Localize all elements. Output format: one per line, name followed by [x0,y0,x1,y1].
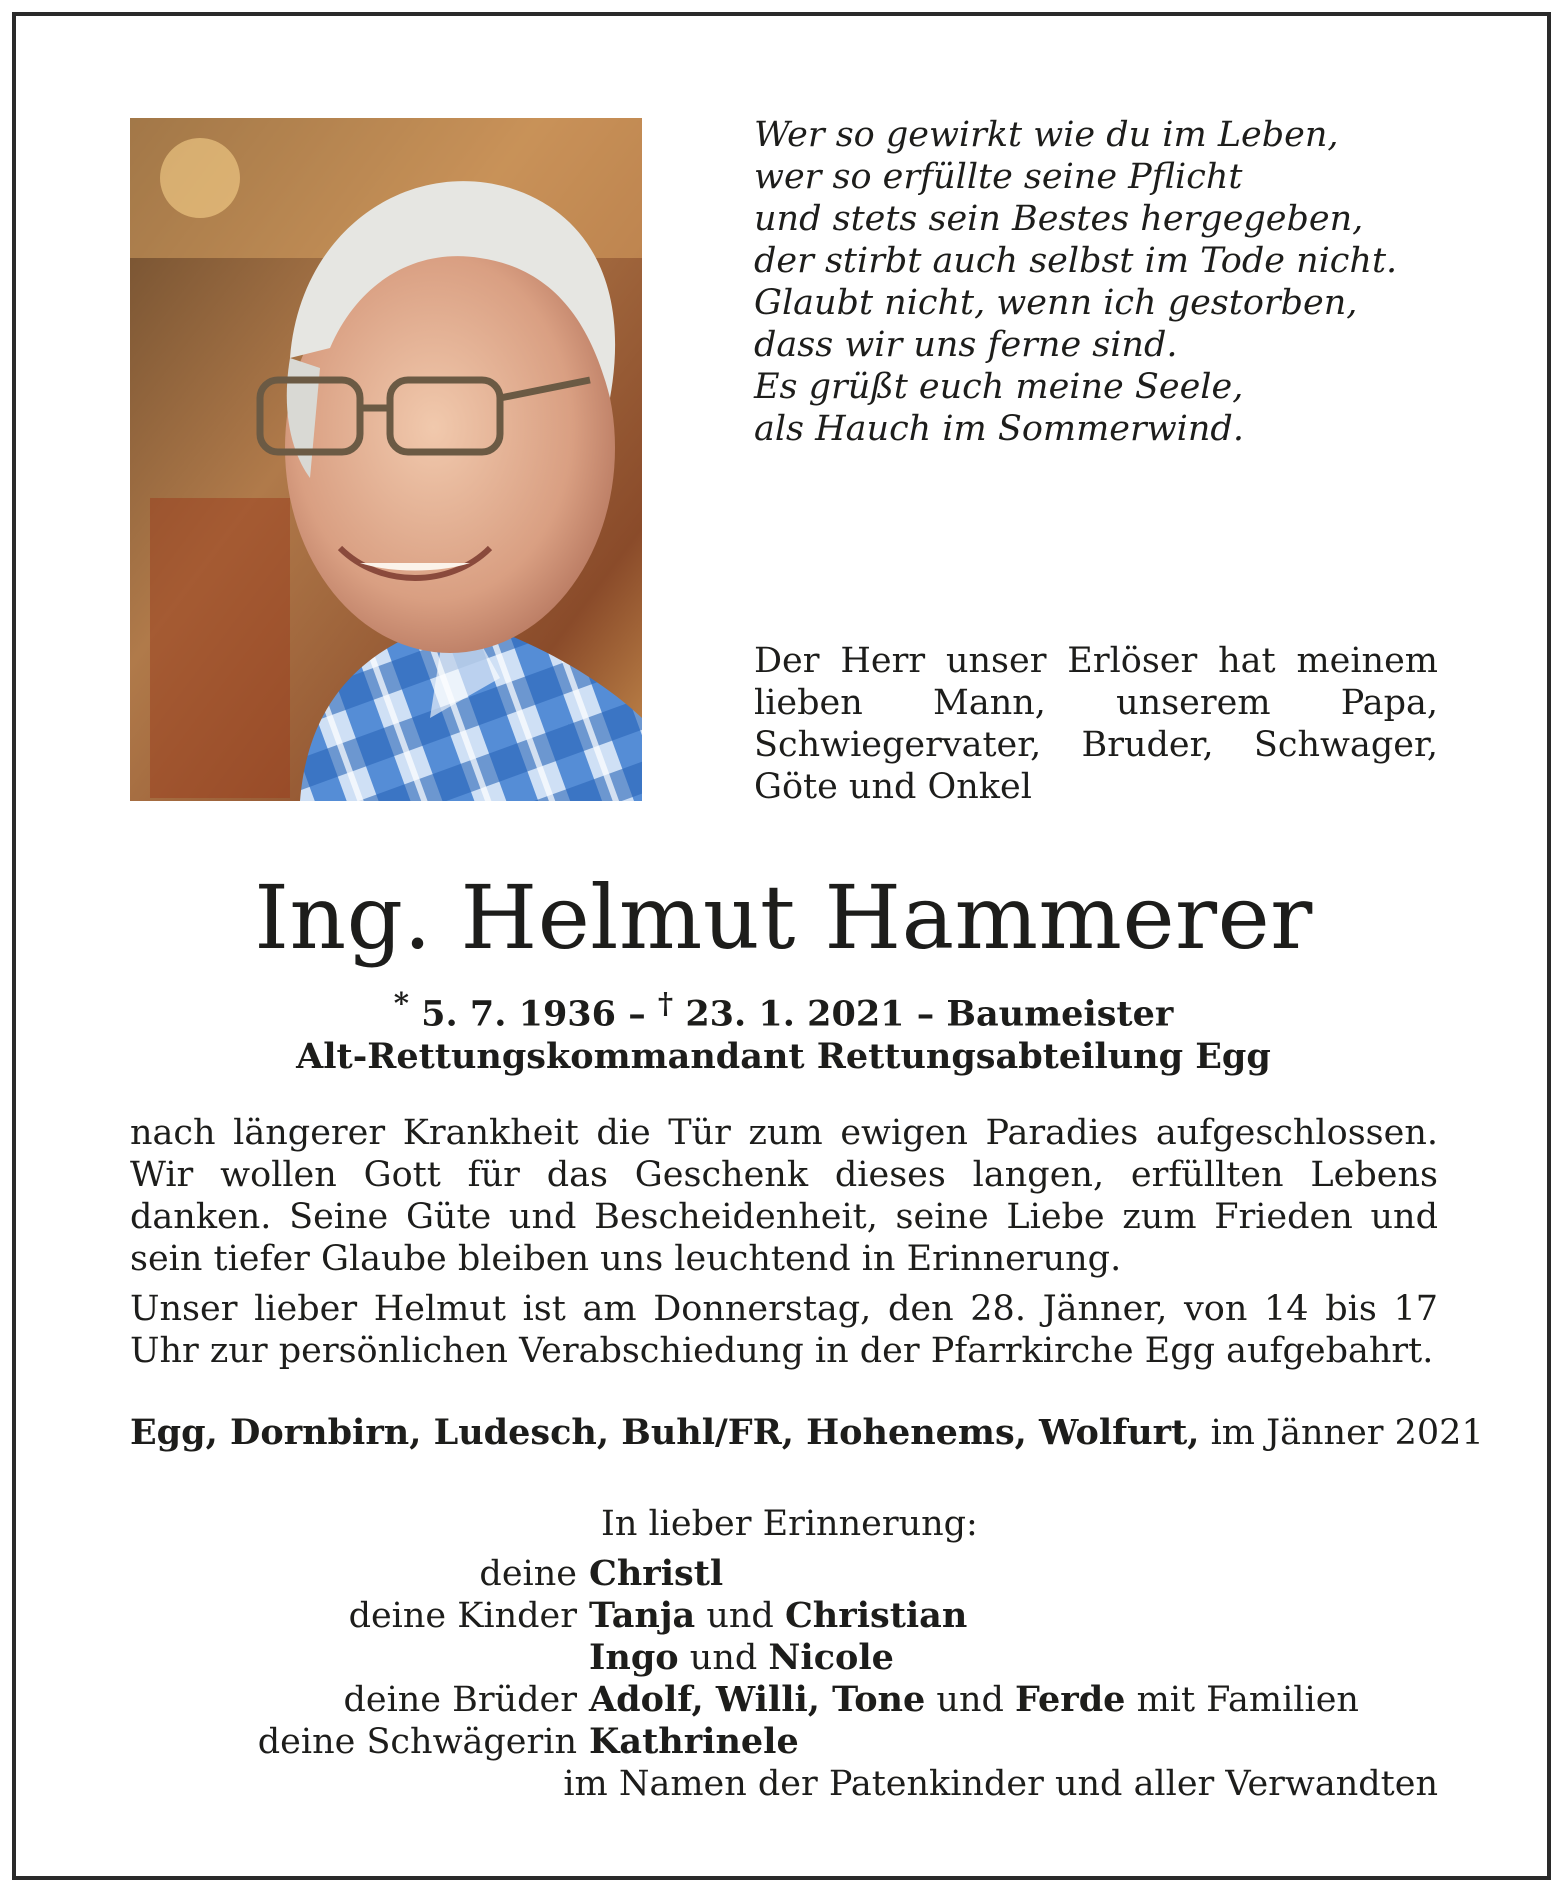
life-dates [0,982,1567,1036]
mourner-row [130,1763,1438,1805]
poem-line: der stirbt auch selbst im Tode nicht. [754,241,1398,281]
relation-label: deine Schwägerin [257,1722,577,1762]
profession-separator: – [916,993,935,1035]
mourner-name: Kathrinele [589,1721,799,1762]
mourner-names [589,1595,1438,1637]
mourners-list [130,1553,1438,1805]
poem-line: und stets sein Bestes hergegeben, [754,199,1364,239]
death-date: 23. 1. 2021 [685,993,905,1035]
relation-label: deine [479,1554,577,1594]
place-date-line [130,1412,1484,1454]
mourner-name: Christl [589,1553,724,1594]
portrait-illustration [130,118,642,801]
mourner-row [130,1721,1438,1763]
relation-label [130,1763,563,1805]
mourner-name: Tanja [589,1595,696,1636]
birth-date: 5. 7. 1936 [421,993,616,1035]
memory-heading: In lieber Erinnerung: [601,1504,978,1544]
conjunction: und [706,1596,774,1636]
mourner-names [589,1553,1438,1595]
mourner-name: Christian [784,1595,968,1636]
deceased-name: Ing. Helmut Hammerer [254,866,1313,969]
mourner-names [589,1721,1438,1763]
dates-block [0,982,1567,1078]
portrait-photo [130,118,642,801]
mourner-row [130,1637,1438,1679]
mourner-name: Nicole [768,1637,894,1678]
poem-line: als Hauch im Sommerwind. [754,409,1244,449]
date-separator: – [628,993,646,1035]
poem-line: Wer so gewirkt wie du im Leben, [754,115,1339,155]
paragraph-viewing: Unser lieber Helmut ist am Donnerstag, den 28. Jänner, von 14 bis 17 Uhr zur persönlichen Verabschiedung in der Pfarrkirche Egg aufgebahrt. [130,1289,1438,1371]
poem-line: wer so erfüllte seine Pflicht [754,157,1243,197]
conjunction: und [689,1638,758,1678]
mourner-row [130,1679,1438,1721]
mourner-name: Adolf, Willi, Tone [589,1679,926,1720]
mourner-name: Ferde [1015,1679,1126,1720]
mourner-names [589,1679,1438,1721]
conjunction: und [936,1680,1004,1720]
paragraph-passing: nach längerer Krankheit die Tür zum ewigen Paradies aufgeschlossen. Wir wollen Gott für das Geschenk dieses langen, erfüllten Lebens danken. Seine Güte und Bescheidenheit, seine Liebe zum Frieden und sein tiefer Glaube bleiben uns leuchtend in Erinnerung. [130,1113,1438,1279]
profession: Baumeister [946,993,1174,1035]
mourner-name: Ingo [589,1637,679,1678]
intro-text: Der Herr unser Erlöser hat meinem lieben Mann, unserem Papa, Schwiegervater, Bruder, Schwager, Göte und Onkel [754,641,1438,807]
towns: Egg, Dornbirn, Ludesch, Buhl/FR, Hohenems, Wolfurt, [130,1412,1200,1453]
mourner-closing: im Namen der Patenkinder und aller Verwandten [563,1764,1438,1804]
relation-label [130,1637,589,1679]
poem-line: Es grüßt euch meine Seele, [754,367,1244,407]
role: Alt-Rettungskommandant Rettungsabteilung Egg [296,1035,1271,1077]
notice-date: im Jänner 2021 [1210,1413,1484,1453]
poem-line: Glaubt nicht, wenn ich gestorben, [754,283,1358,323]
mourner-suffix: mit Familien [1136,1680,1359,1720]
death-mark: † [657,986,674,1020]
relation-label: deine Brüder [343,1680,577,1720]
birth-mark: * [393,986,409,1020]
mourner-names [589,1637,1438,1679]
relation-label: deine Kinder [348,1596,577,1636]
poem-line: dass wir uns ferne sind. [754,325,1178,365]
mourner-row [130,1595,1438,1637]
mourner-row [130,1553,1438,1595]
poem [754,114,1474,450]
